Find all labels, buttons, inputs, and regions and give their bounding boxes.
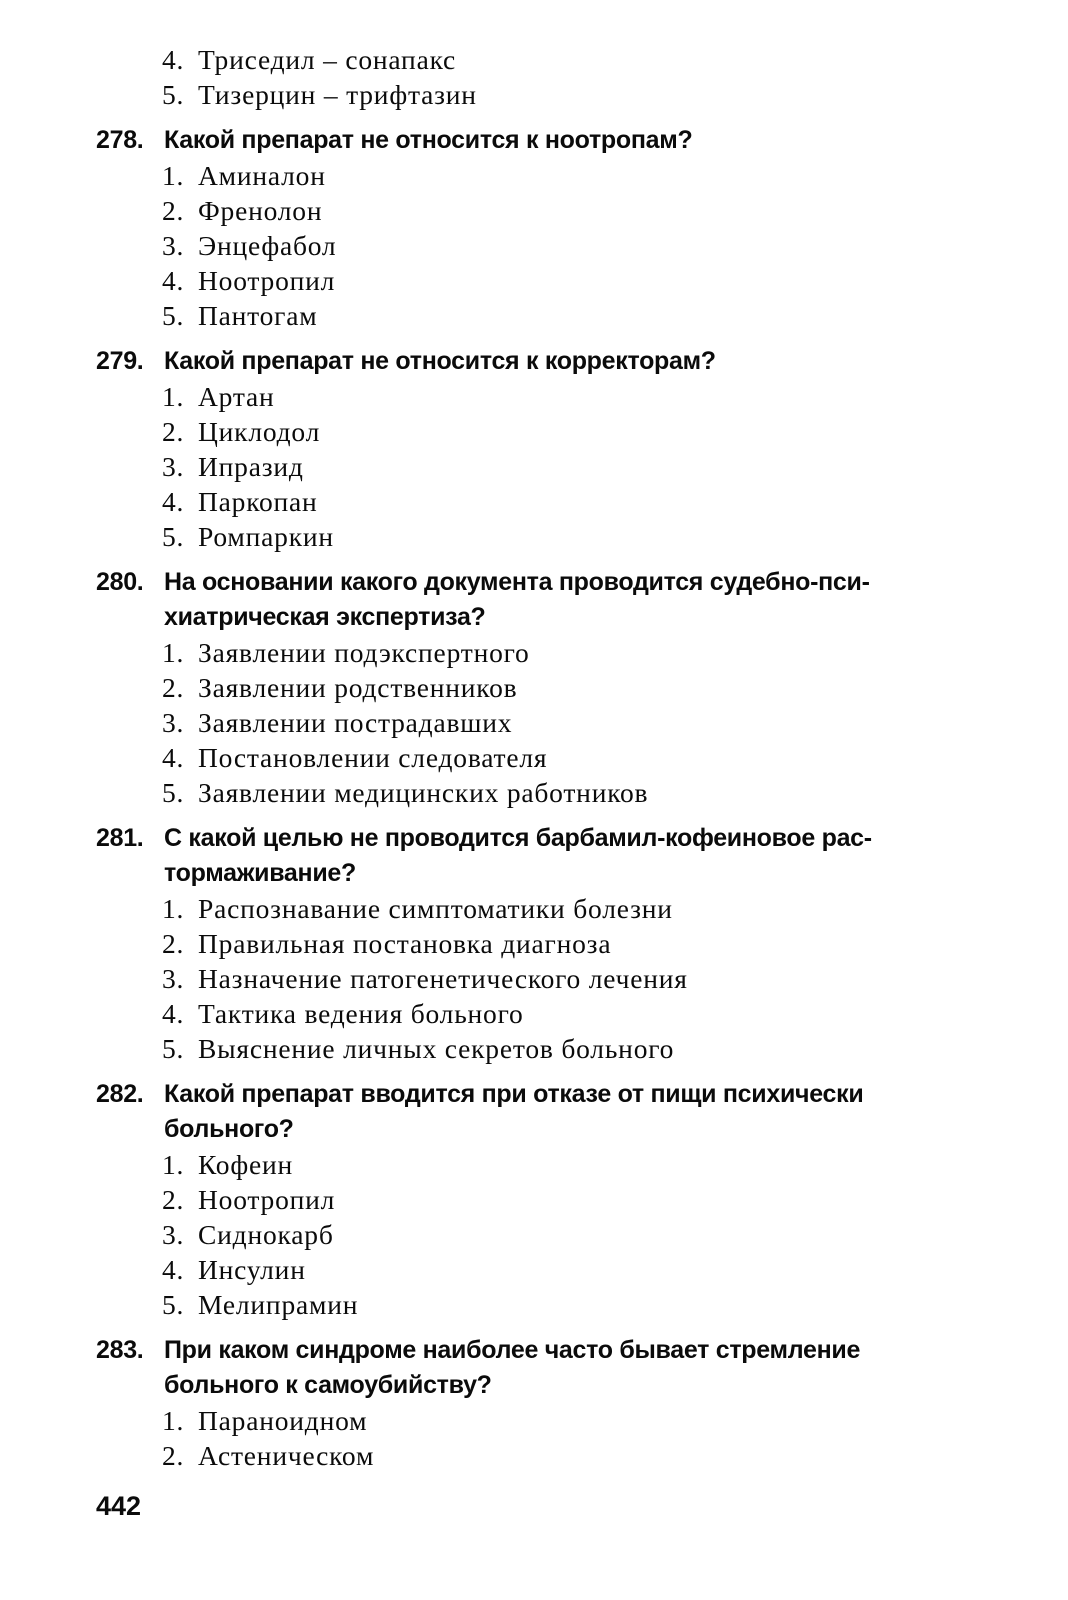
option xyxy=(0,740,1068,775)
option-number: 4. xyxy=(162,44,185,75)
question-line: Какой препарат вводится при отказе от пищи психически xyxy=(164,1080,864,1108)
question-heading xyxy=(0,1077,976,1147)
option-text: Пантогам xyxy=(198,300,318,331)
option-number: 4. xyxy=(162,486,185,517)
continued-options xyxy=(0,42,1068,112)
option-number: 5. xyxy=(162,300,185,331)
question-number: 281. xyxy=(96,824,144,852)
option-number: 3. xyxy=(162,1219,185,1250)
question-line: тормаживание? xyxy=(164,859,356,887)
option-number: 1. xyxy=(162,893,185,924)
option xyxy=(0,961,1068,996)
option-text: Заявлении родственников xyxy=(198,672,518,703)
question-number: 280. xyxy=(96,568,144,596)
option-text: Правильная постановка диагноза xyxy=(198,928,612,959)
question-heading xyxy=(0,344,976,379)
option xyxy=(0,1438,1068,1473)
question-heading xyxy=(0,821,976,891)
option-text: Постановлении следователя xyxy=(198,742,548,773)
option-text: Циклодол xyxy=(198,416,321,447)
option xyxy=(0,379,1068,414)
option-text: Назначение патогенетического лечения xyxy=(198,963,688,994)
option xyxy=(0,1217,1068,1252)
option-text: Тактика ведения больного xyxy=(198,998,524,1029)
option-text: Заявлении медицинских работников xyxy=(198,777,649,808)
question-line: больного к самоубийству? xyxy=(164,1371,492,1399)
option-number: 4. xyxy=(162,1254,185,1285)
option-number: 5. xyxy=(162,521,185,552)
option-number: 1. xyxy=(162,1149,185,1180)
question-line: С какой целью не проводится барбамил-кофеиновое рас- xyxy=(164,824,872,852)
option-text: Паркопан xyxy=(198,486,318,517)
option-number: 4. xyxy=(162,998,185,1029)
question-line: хиатрическая экспертиза? xyxy=(164,603,486,631)
question-text xyxy=(164,1333,976,1403)
option xyxy=(0,1182,1068,1217)
question-number: 279. xyxy=(96,347,144,375)
question-heading xyxy=(0,565,976,635)
option xyxy=(0,414,1068,449)
question-line: Какой препарат не относится к корректорам? xyxy=(164,347,716,375)
option-text: Астеническом xyxy=(198,1440,375,1471)
option xyxy=(0,158,1068,193)
option-number: 1. xyxy=(162,637,185,668)
option-number: 5. xyxy=(162,1289,185,1320)
option-text: Триседил – сонапакс xyxy=(198,44,457,75)
option xyxy=(0,1031,1068,1066)
option-number: 2. xyxy=(162,195,185,226)
option xyxy=(0,996,1068,1031)
option-text: Артан xyxy=(198,381,275,412)
option xyxy=(0,635,1068,670)
option-number: 1. xyxy=(162,381,185,412)
option-number: 1. xyxy=(162,1405,185,1436)
page-number: 442 xyxy=(96,1491,142,1521)
option-number: 5. xyxy=(162,79,185,110)
option xyxy=(0,1252,1068,1287)
option-text: Ромпаркин xyxy=(198,521,334,552)
option xyxy=(0,1287,1068,1322)
option-number: 3. xyxy=(162,230,185,261)
option-text: Тизерцин – трифтазин xyxy=(198,79,477,110)
option-text: Распознавание симптоматики болезни xyxy=(198,893,673,924)
question-number: 282. xyxy=(96,1080,144,1108)
option-number: 1. xyxy=(162,160,185,191)
question-280 xyxy=(0,565,1068,810)
question-text xyxy=(164,821,976,891)
option-text: Аминалон xyxy=(198,160,326,191)
option-number: 3. xyxy=(162,451,185,482)
option-number: 5. xyxy=(162,777,185,808)
option-text: Кофеин xyxy=(198,1149,293,1180)
question-text xyxy=(164,565,976,635)
option-number: 2. xyxy=(162,928,185,959)
option xyxy=(0,926,1068,961)
option xyxy=(0,1403,1068,1438)
question-text xyxy=(164,123,976,158)
option xyxy=(0,228,1068,263)
option-text: Френолон xyxy=(198,195,323,226)
option-number: 3. xyxy=(162,963,185,994)
option-text: Параноидном xyxy=(198,1405,368,1436)
option xyxy=(0,298,1068,333)
option xyxy=(0,1147,1068,1182)
option-number: 2. xyxy=(162,1440,185,1471)
question-number: 278. xyxy=(96,126,144,154)
option xyxy=(0,670,1068,705)
question-281 xyxy=(0,821,1068,1066)
option-text: Мелипрамин xyxy=(198,1289,359,1320)
option-number: 3. xyxy=(162,707,185,738)
question-text xyxy=(164,344,976,379)
option-number: 4. xyxy=(162,742,185,773)
question-283 xyxy=(0,1333,1068,1473)
question-278 xyxy=(0,123,1068,333)
question-heading xyxy=(0,123,976,158)
option-text: Сиднокарб xyxy=(198,1219,334,1250)
option-number: 2. xyxy=(162,1184,185,1215)
option xyxy=(0,77,1068,112)
option xyxy=(0,449,1068,484)
option xyxy=(0,484,1068,519)
question-282 xyxy=(0,1077,1068,1322)
option xyxy=(0,42,1068,77)
option-number: 2. xyxy=(162,672,185,703)
question-line: При каком синдроме наиболее часто бывает стремление xyxy=(164,1336,861,1364)
option-text: Выяснение личных секретов больного xyxy=(198,1033,675,1064)
question-number: 283. xyxy=(96,1336,144,1364)
option xyxy=(0,193,1068,228)
option xyxy=(0,519,1068,554)
question-line: Какой препарат не относится к ноотропам? xyxy=(164,126,693,154)
question-279 xyxy=(0,344,1068,554)
option xyxy=(0,775,1068,810)
option-text: Заявлении подэкспертного xyxy=(198,637,530,668)
option xyxy=(0,891,1068,926)
question-line: На основании какого документа проводится судебно-пси- xyxy=(164,568,870,596)
option-text: Ноотропил xyxy=(198,1184,336,1215)
question-heading xyxy=(0,1333,976,1403)
option-text: Инсулин xyxy=(198,1254,306,1285)
option-number: 2. xyxy=(162,416,185,447)
question-line: больного? xyxy=(164,1115,294,1143)
option xyxy=(0,263,1068,298)
option-text: Ноотропил xyxy=(198,265,336,296)
option-text: Ипразид xyxy=(198,451,304,482)
question-text xyxy=(164,1077,976,1147)
option-text: Энцефабол xyxy=(198,230,337,261)
option xyxy=(0,705,1068,740)
option-text: Заявлении пострадавших xyxy=(198,707,513,738)
option-number: 5. xyxy=(162,1033,185,1064)
option-number: 4. xyxy=(162,265,185,296)
